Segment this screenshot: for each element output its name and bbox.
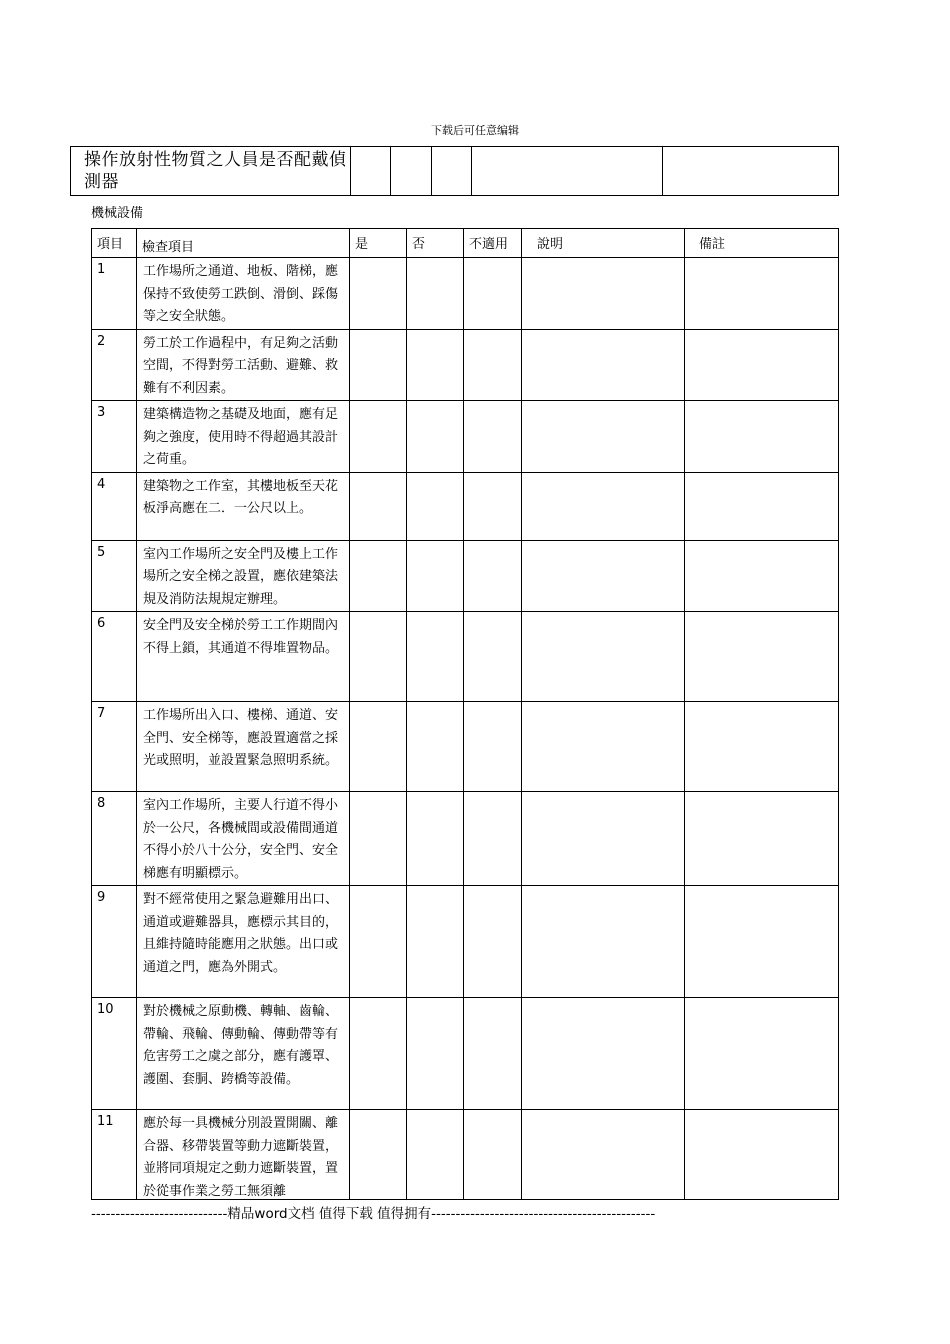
remark-cell[interactable] (685, 792, 839, 886)
remark-cell[interactable] (685, 401, 839, 473)
description-cell[interactable] (522, 1110, 685, 1200)
remark-cell[interactable] (685, 258, 839, 330)
remark-cell[interactable] (685, 998, 839, 1110)
table-row (92, 540, 839, 612)
check-item-text: 工作場所之通道、地板、階梯，應保持不致使勞工跌倒、滑倒、踩傷等之安全狀態。 (137, 258, 350, 330)
row-number: 7 (92, 702, 137, 792)
row-number: 4 (92, 472, 137, 540)
row-number: 6 (92, 612, 137, 702)
na-cell[interactable] (464, 998, 522, 1110)
yes-cell[interactable] (350, 886, 407, 998)
row-number: 5 (92, 540, 137, 612)
description-cell[interactable] (522, 401, 685, 473)
check-item-text: 室內工作場所之安全門及樓上工作場所之安全梯之設置，應依建築法規及消防法規規定辦理。 (137, 540, 350, 612)
no-cell[interactable] (407, 329, 464, 401)
yes-cell[interactable] (350, 401, 407, 473)
table-row (92, 998, 839, 1110)
header-na: 不適用 (464, 229, 522, 258)
no-cell[interactable] (407, 472, 464, 540)
check-item-text: 室內工作場所，主要人行道不得小於一公尺，各機械間或設備間通道不得小於八十公分，安全門、安全梯應有明顯標示。 (137, 792, 350, 886)
no-cell[interactable] (391, 147, 432, 196)
header-no: 項目 (92, 229, 137, 258)
yes-cell[interactable] (350, 792, 407, 886)
no-cell[interactable] (407, 540, 464, 612)
remark-cell[interactable] (685, 329, 839, 401)
no-cell[interactable] (407, 886, 464, 998)
row-number: 2 (92, 329, 137, 401)
yes-cell[interactable] (351, 147, 391, 196)
check-item-text: 建築構造物之基礎及地面，應有足夠之強度，使用時不得超過其設計之荷重。 (137, 401, 350, 473)
inspection-table (91, 228, 839, 1200)
row-number: 10 (92, 998, 137, 1110)
footer-banner: ----------------------------精品word文档 值得下载 值得拥有---------------------------------------------- (91, 1206, 656, 1222)
table-row (92, 702, 839, 792)
row-number: 11 (92, 1110, 137, 1200)
yes-cell[interactable] (350, 472, 407, 540)
table-header-row (92, 229, 839, 258)
row-number: 1 (92, 258, 137, 330)
na-cell[interactable] (464, 612, 522, 702)
na-cell[interactable] (464, 401, 522, 473)
yes-cell[interactable] (350, 612, 407, 702)
remark-cell[interactable] (685, 612, 839, 702)
header-yes: 是 (350, 229, 407, 258)
table-row (92, 612, 839, 702)
check-item-text: 勞工於工作過程中，有足夠之活動空間，不得對勞工活動、避難、救難有不利因素。 (137, 329, 350, 401)
yes-cell[interactable] (350, 998, 407, 1110)
yes-cell[interactable] (350, 258, 407, 330)
header-description: 說明 (522, 229, 685, 258)
remark-cell[interactable] (685, 540, 839, 612)
description-cell[interactable] (522, 540, 685, 612)
na-cell[interactable] (464, 702, 522, 792)
no-cell[interactable] (407, 792, 464, 886)
description-cell[interactable] (522, 998, 685, 1110)
section-label: 機械設備 (91, 206, 144, 221)
table-row (92, 258, 839, 330)
description-cell[interactable] (522, 329, 685, 401)
na-cell[interactable] (464, 792, 522, 886)
no-cell[interactable] (407, 998, 464, 1110)
description-cell[interactable] (522, 472, 685, 540)
table-row (92, 1110, 839, 1200)
row-number: 8 (92, 792, 137, 886)
no-cell[interactable] (407, 612, 464, 702)
remark-cell[interactable] (685, 472, 839, 540)
no-cell[interactable] (407, 401, 464, 473)
description-cell[interactable] (522, 792, 685, 886)
table-row (92, 792, 839, 886)
header-item: 檢查項目 (137, 229, 350, 258)
table-row (92, 472, 839, 540)
row-number: 3 (92, 401, 137, 473)
check-item-text (137, 1110, 350, 1200)
na-cell[interactable] (464, 258, 522, 330)
radiation-detector-question: 操作放射性物質之人員是否配戴偵測器 (71, 147, 351, 196)
no-cell[interactable] (407, 258, 464, 330)
row-number: 9 (92, 886, 137, 998)
table-row (92, 329, 839, 401)
na-cell[interactable] (464, 329, 522, 401)
check-item-text: 對不經常使用之緊急避難用出口、通道或避難器具，應標示其目的，且維持隨時能應用之狀態。出口或通道之門，應為外開式。 (137, 886, 350, 998)
yes-cell[interactable] (350, 329, 407, 401)
yes-cell[interactable] (350, 702, 407, 792)
yes-cell[interactable] (350, 1110, 407, 1200)
description-cell[interactable] (472, 147, 663, 196)
no-cell[interactable] (407, 702, 464, 792)
check-item-text-clip: 應於每一具機械分別設置開關、離合器、移帶裝置等動力遮斷裝置，並將同項規定之動力遮斷裝置，置於從事作業之勞工無須離 (143, 1116, 339, 1199)
table-row (92, 886, 839, 998)
na-cell[interactable] (464, 886, 522, 998)
top-question-table (70, 146, 839, 196)
na-cell[interactable] (464, 472, 522, 540)
description-cell[interactable] (522, 702, 685, 792)
na-cell[interactable] (432, 147, 472, 196)
description-cell[interactable] (522, 886, 685, 998)
remark-cell[interactable] (685, 886, 839, 998)
check-item-text: 安全門及安全梯於勞工工作期間內不得上鎖，其通道不得堆置物品。 (137, 612, 350, 702)
check-item-text: 工作場所出入口、樓梯、通道、安全門、安全梯等，應設置適當之採光或照明，並設置緊急照明系統。 (137, 702, 350, 792)
na-cell[interactable] (464, 1110, 522, 1200)
header-no-col: 否 (407, 229, 464, 258)
remark-cell[interactable] (685, 1110, 839, 1200)
header-remark: 備註 (685, 229, 839, 258)
check-item-text: 建築物之工作室，其樓地板至天花板淨高應在二．一公尺以上。 (137, 472, 350, 540)
remark-cell[interactable] (663, 147, 839, 196)
table-row (92, 401, 839, 473)
description-cell[interactable] (522, 612, 685, 702)
header-note: 下载后可任意编辑 (431, 124, 519, 137)
remark-cell[interactable] (685, 702, 839, 792)
top-question-row (71, 147, 839, 196)
no-cell[interactable] (407, 1110, 464, 1200)
description-cell[interactable] (522, 258, 685, 330)
check-item-text: 對於機械之原動機、轉軸、齒輪、帶輪、飛輪、傳動輪、傳動帶等有危害勞工之虞之部分，應有護罩、護圍、套胴、跨橋等設備。 (137, 998, 350, 1110)
yes-cell[interactable] (350, 540, 407, 612)
na-cell[interactable] (464, 540, 522, 612)
